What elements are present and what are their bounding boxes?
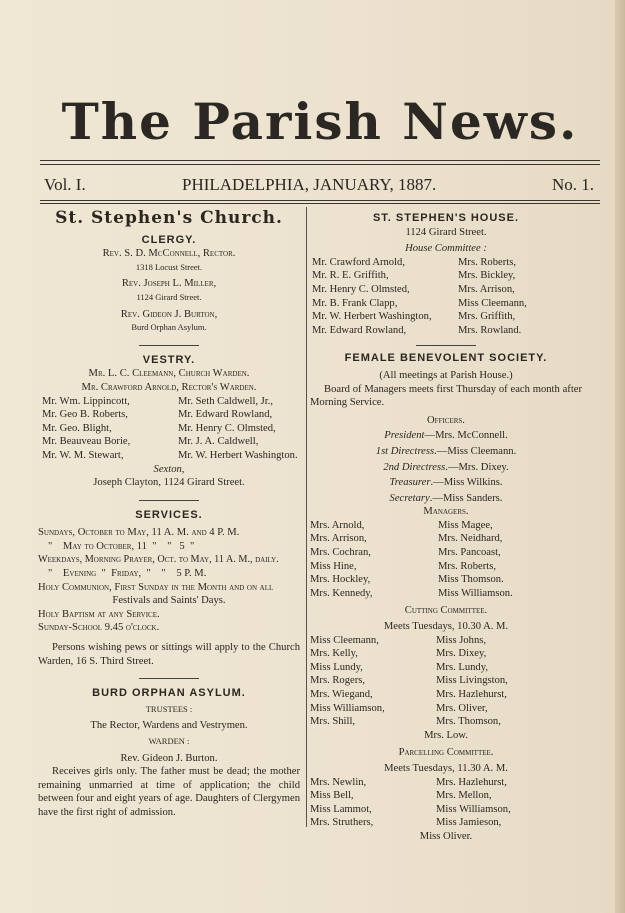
cutting-name: Mrs. Dixey, <box>436 648 487 660</box>
parcelling-name: Miss Oliver. <box>419 830 473 842</box>
vestry-name: Mr. Beauveau Borie, <box>42 436 131 448</box>
clergy-address: 1318 Locust Street. <box>135 261 203 272</box>
officer-name: .—Mrs. Dixey. <box>445 461 509 473</box>
cutting-name: Mrs. Wiegand, <box>310 689 373 700</box>
manager-name: Miss Hine, <box>310 560 357 572</box>
parcelling-name: Miss Jamieson, <box>436 817 502 829</box>
masthead-rule <box>40 160 600 161</box>
parcelling-name: Miss Bell, <box>310 790 354 802</box>
dateline: PHILADELPHIA, JANUARY, 1887. <box>182 175 437 194</box>
clergy-heading: CLERGY. <box>141 233 197 246</box>
manager-name: Mrs. Cochran, <box>310 547 371 559</box>
asylum-text: Receives girls only. The father must be dead; the mother remaining unmarried at time of application; the child between four and eight years of age. Daughters of Clergymen have the first right of admission. <box>38 766 300 818</box>
officer-role: Treasurer <box>389 477 431 489</box>
vestry-name: Mr. Geo. Blight, <box>42 422 112 434</box>
parcelling-list <box>310 776 582 830</box>
section-rule <box>139 678 199 679</box>
cutting-name: Mrs. Lundy, <box>436 661 488 673</box>
parcelling-name: Mrs. Mellon, <box>436 790 492 802</box>
section-rule <box>139 500 199 501</box>
service-line: Sundays, October to May, 11 A. M. and 4 P. M. <box>38 527 240 539</box>
officer-name: .—Miss Cleemann. <box>434 445 517 457</box>
vestry-name: Mr. Edward Rowland, <box>178 409 273 421</box>
section-rule <box>416 345 476 346</box>
clergy-address: Burd Orphan Asylum. <box>131 322 207 333</box>
parcelling-name: Mrs. Newlin, <box>310 776 367 788</box>
cutting-name: Mrs. Oliver, <box>436 702 488 714</box>
house-heading: ST. STEPHEN'S HOUSE. <box>372 212 520 224</box>
warden-label: WARDEN : <box>148 736 190 746</box>
vestry-name: Mr. W. M. Stewart, <box>42 449 124 461</box>
officer-role: President <box>384 430 425 442</box>
vestry-name: Mr. Seth Caldwell, Jr., <box>178 395 274 407</box>
rectors-warden: Mr. Crawford Arnold, Rector's Warden. <box>81 381 257 393</box>
vestry-name: Mr. Henry C. Olmsted, <box>178 422 276 434</box>
committee-name: Mrs. Roberts, <box>458 256 516 268</box>
society-heading: FEMALE BENEVOLENT SOCIETY. <box>344 352 548 365</box>
clergy-line: Rev. Gideon J. Burton, <box>120 308 218 320</box>
officers-label: Officers. <box>427 414 465 426</box>
clergy-address: 1124 Girard Street. <box>136 291 202 302</box>
cutting-name: Miss Johns, <box>436 634 487 646</box>
committee-name: Mr. Edward Rowland, <box>312 324 407 336</box>
clergy-line: Rev. S. D. McConnell, Rector. <box>102 248 236 260</box>
manager-name: Mrs. Neidhard, <box>438 533 503 545</box>
cutting-name: Miss Williamson, <box>310 702 385 714</box>
clergy-line: Rev. Joseph L. Miller, <box>121 278 217 290</box>
issue-rule-thin <box>40 203 600 204</box>
masthead-rule-thin <box>40 164 600 165</box>
officer-role: Secretary <box>389 492 430 504</box>
pews-note: Persons wishing pews or sittings will apply to the Church Warden, 16 S. Third Street. <box>38 642 300 667</box>
issue-bar <box>44 175 596 197</box>
column-divider <box>306 207 307 827</box>
manager-name: Miss Magee, <box>438 519 493 531</box>
cutting-meets: Meets Tuesdays, 10.30 A. M. <box>383 621 509 633</box>
cutting-name: Mrs. Rogers, <box>310 675 366 687</box>
left-column <box>38 208 300 820</box>
manager-name: Mrs. Kennedy, <box>310 587 373 599</box>
manager-name: Miss Williamson. <box>438 587 513 599</box>
issue-number: No. 1. <box>551 175 594 194</box>
parcelling-name: Mrs. Hazlehurst, <box>436 776 507 788</box>
parcelling-name: Mrs. Struthers, <box>310 817 374 829</box>
section-rule <box>139 345 199 346</box>
vestry-heading: VESTRY. <box>142 353 196 366</box>
service-line: Holy Communion, First Sunday in the Month and on all <box>38 581 274 593</box>
church-warden: Mr. L. C. Cleemann, Church Warden. <box>88 368 250 380</box>
parcelling-label: Parcelling Committee. <box>398 747 494 759</box>
issue-rule <box>40 200 600 201</box>
house-committee-label: House Committee : <box>405 243 487 255</box>
house-committee-list <box>310 256 582 338</box>
page-edge <box>615 0 625 913</box>
service-line: Holy Baptism at any Service. <box>38 608 160 620</box>
service-line: Sunday-School 9.45 o'clock. <box>38 622 160 634</box>
committee-name: Mrs. Arrison, <box>458 283 515 295</box>
manager-name: Mrs. Hockley, <box>310 574 371 586</box>
right-column <box>310 212 582 844</box>
committee-name: Mr. B. Frank Clapp, <box>312 297 398 309</box>
meeting-note: (All meetings at Parish House.) <box>379 369 513 381</box>
board-text: Board of Managers meets first Thursday of each month after Morning Service. <box>310 383 582 409</box>
vestry-name: Mr. Geo B. Roberts, <box>42 409 128 421</box>
manager-name: Mrs. Roberts, <box>438 560 496 572</box>
officer-role: 2nd Directress <box>383 461 446 473</box>
manager-name: Miss Thomson. <box>438 574 504 586</box>
committee-name: Mr. R. E. Griffith, <box>312 270 389 282</box>
church-title: St. Stephen's Church. <box>55 208 283 228</box>
manager-name: Mrs. Arnold, <box>310 519 365 531</box>
officer-role: 1st Directress <box>375 445 435 457</box>
service-line: " May to October, 11 " " 5 " <box>48 540 195 552</box>
services-heading: SERVICES. <box>135 508 203 521</box>
committee-name: Miss Cleemann, <box>458 297 527 309</box>
managers-list <box>310 519 582 601</box>
house-address: 1124 Girard Street. <box>405 226 487 238</box>
cutting-name: Mrs. Low. <box>424 729 468 741</box>
service-line: " Evening " Friday, " " 5 P. M. <box>48 568 207 580</box>
managers-label: Managers. <box>423 506 469 518</box>
committee-name: Mr. Crawford Arnold, <box>312 256 405 268</box>
cutting-name: Miss Cleemann, <box>310 634 379 646</box>
volume: Vol. I. <box>44 175 86 194</box>
committee-name: Mr. Henry C. Olmsted, <box>312 283 410 295</box>
cutting-label: Cutting Committee. <box>404 605 488 617</box>
trustees-label: TRUSTEES : <box>145 703 193 714</box>
vestry-list <box>38 395 300 463</box>
committee-name: Mrs. Griffith, <box>458 311 516 323</box>
cutting-name: Mrs. Kelly, <box>310 648 358 660</box>
service-line: Festivals and Saints' Days. <box>112 595 226 607</box>
parcelling-meets: Meets Tuesdays, 11.30 A. M. <box>384 762 508 774</box>
service-line: Weekdays, Morning Prayer, Oct. to May, 11 A. M., daily. <box>38 554 279 566</box>
officer-name: —Mrs. McConnell. <box>424 430 508 442</box>
sexton-label: Sexton, <box>153 463 185 475</box>
manager-name: Mrs. Arrison, <box>310 533 367 545</box>
vestry-name: Mr. J. A. Caldwell, <box>178 436 259 448</box>
vestry-name: Mr. W. Herbert Washington. <box>178 449 298 461</box>
committee-name: Mr. W. Herbert Washington, <box>312 311 432 323</box>
parcelling-name: Miss Williamson, <box>436 803 511 815</box>
cutting-name: Mrs. Hazlehurst, <box>436 689 507 700</box>
parcelling-name: Miss Lammot, <box>310 803 372 815</box>
masthead-title: The Parish News. <box>61 92 579 151</box>
committee-name: Mrs. Rowland. <box>458 324 522 336</box>
asylum-warden: Rev. Gideon J. Burton. <box>120 752 218 764</box>
cutting-list <box>310 634 582 729</box>
cutting-name: Mrs. Shill, <box>310 716 356 728</box>
committee-name: Mrs. Bickley, <box>458 270 516 282</box>
officer-name: .—Miss Wilkins. <box>430 477 503 489</box>
sexton: Joseph Clayton, 1124 Girard Street. <box>93 477 245 489</box>
manager-name: Mrs. Pancoast, <box>438 547 501 559</box>
cutting-name: Miss Lundy, <box>310 661 363 673</box>
cutting-name: Miss Livingston, <box>436 675 508 687</box>
asylum-heading: BURD ORPHAN ASYLUM. <box>92 687 246 700</box>
vestry-name: Mr. Wm. Lippincott, <box>42 395 130 407</box>
officer-name: .—Miss Sanders. <box>429 492 503 504</box>
cutting-name: Mrs. Thomson, <box>436 716 501 728</box>
trustees: The Rector, Wardens and Vestrymen. <box>90 720 248 732</box>
